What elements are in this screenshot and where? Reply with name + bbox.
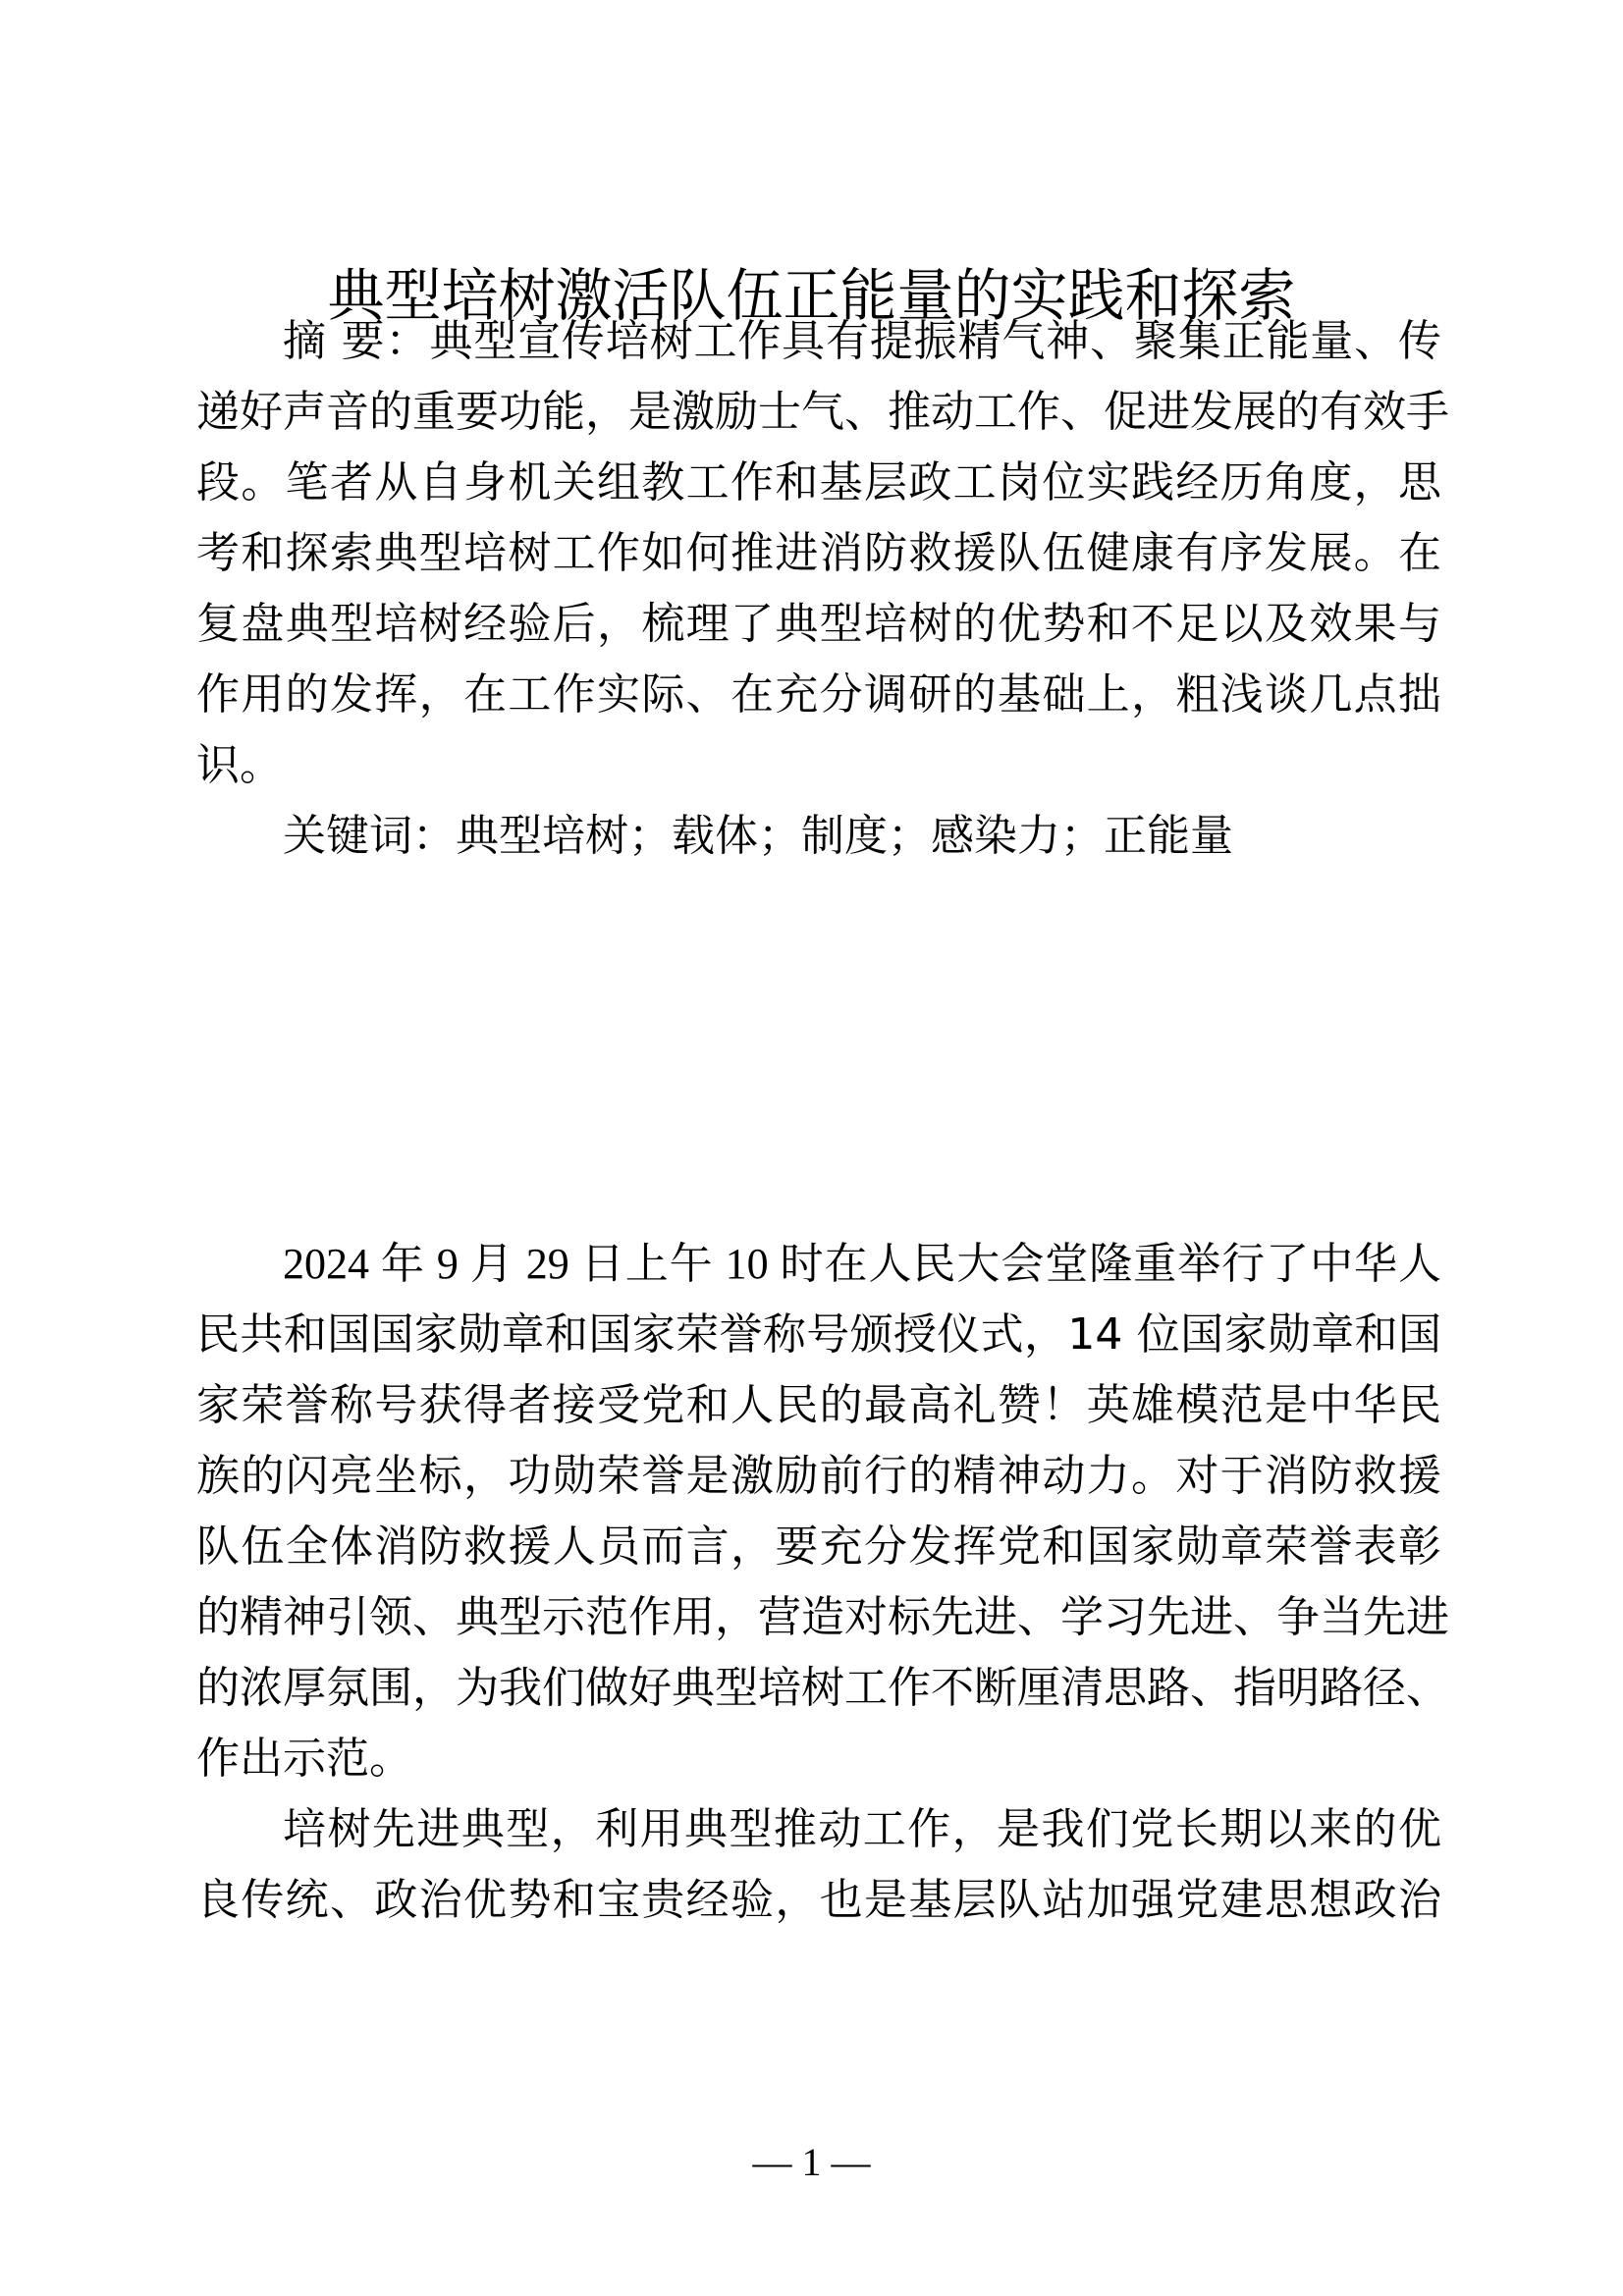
page-number: — 1 — bbox=[752, 2140, 871, 2184]
abstract-line: 识。 bbox=[196, 740, 283, 790]
abstract-line: 考和探索典型培树工作如何推进消防救援队伍健康有序发展。在 bbox=[196, 528, 1441, 578]
paragraph-line: 良传统、政治优势和宝贵经验，也是基层队站加强党建思想政治 bbox=[196, 1875, 1441, 1925]
paragraph-line: 培树先进典型，利用典型推动工作，是我们党长期以来的优 bbox=[283, 1804, 1441, 1854]
paragraph-line: 2024 年 9 月 29 日上午 10 时在人民大会堂隆重举行了中华人 bbox=[283, 1240, 1441, 1288]
abstract-line: 段。笔者从自身机关组教工作和基层政工岗位实践经历角度，思 bbox=[196, 457, 1441, 507]
paragraph-line: 作出示范。 bbox=[196, 1734, 412, 1784]
paragraph-line: 族的闪亮坐标，功勋荣誉是激励前行的精神动力。对于消防救援 bbox=[196, 1451, 1441, 1501]
abstract-line: 摘 要：典型宣传培树工作具有提振精气神、聚集正能量、传 bbox=[283, 316, 1441, 366]
keywords-line: 关键词：典型培树；载体；制度；感染力；正能量 bbox=[283, 811, 1233, 861]
paragraph-line: 民共和国国家勋章和国家荣誉称号颁授仪式，14 位国家勋章和国 bbox=[196, 1309, 1441, 1360]
paragraph-line: 家荣誉称号获得者接受党和人民的最高礼赞！英雄模范是中华民 bbox=[196, 1380, 1441, 1430]
paragraph-line: 队伍全体消防救援人员而言，要充分发挥党和国家勋章荣誉表彰 bbox=[196, 1522, 1441, 1572]
document-title: 典型培树激活队伍正能量的实践和探索 bbox=[327, 261, 1296, 329]
paragraph-line: 的浓厚氛围，为我们做好典型培树工作不断厘清思路、指明路径、 bbox=[196, 1663, 1449, 1713]
abstract-line: 作用的发挥，在工作实际、在充分调研的基础上，粗浅谈几点拙 bbox=[196, 669, 1441, 720]
abstract-line: 递好声音的重要功能，是激励士气、推动工作、促进发展的有效手 bbox=[196, 387, 1449, 437]
paragraph-line: 的精神引领、典型示范作用，营造对标先进、学习先进、争当先进 bbox=[196, 1592, 1449, 1642]
abstract-line: 复盘典型培树经验后，梳理了典型培树的优势和不足以及效果与 bbox=[196, 599, 1441, 649]
